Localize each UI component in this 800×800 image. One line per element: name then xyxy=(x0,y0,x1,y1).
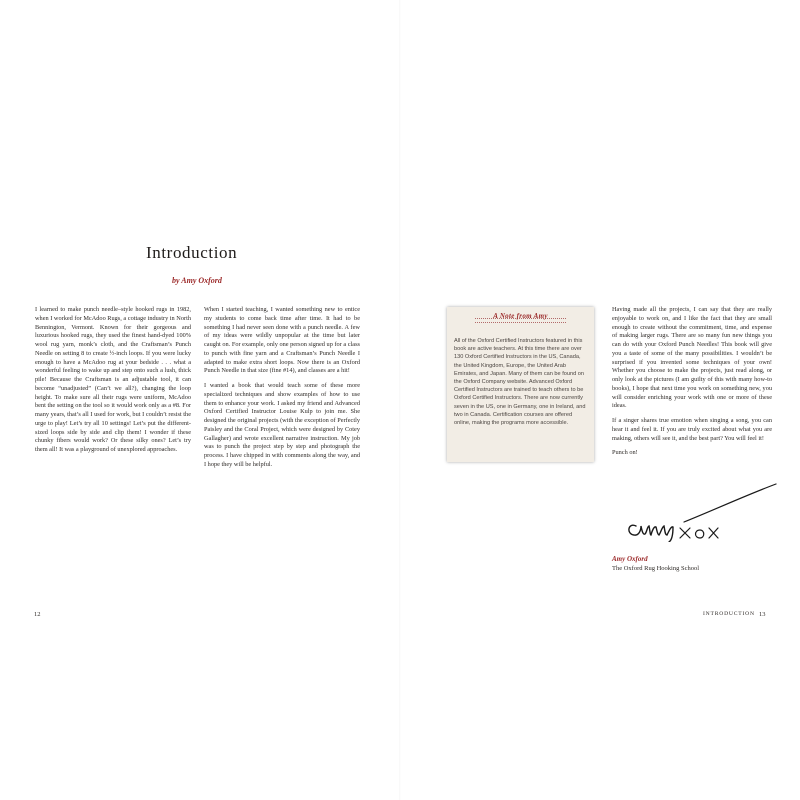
paragraph: Having made all the projects, I can say that they are really enjoyable to work on, and I like the fact that they are small enough to create without the commitment, time, and expense of making larger rugs. There are so many fun new things you can do with your Oxford Punch Needles! This book will give you a taste of some of the many possibilities. I wouldn’t be surprised if you invented some techniques of your own! Whether you choose to make the projects, just read along, or only look at the pictures (I am guilty of this with many how-to books), I hope that next time you work on something new, you will consider enriching your work with one or more of these ideas. xyxy=(612,306,772,410)
note-body: All of the Oxford Certified Instructors featured in this book are active teachers. At this time there are over 130 Oxford Certified Instructors in the US, Canada, the United Kingdom, Europe, the United Arab Emirates, and Japan. Many of them can be found on the Oxford Company website. Advanced Oxford Certified Instructors are trained to teach others to be Oxford Certified Instructors. There are now currently seven in the US, one in Germany, one in Ireland, and two in Canada. Certification courses are offered online, making the programs more accessible. xyxy=(454,338,586,427)
author-byline: by Amy Oxford xyxy=(172,276,222,285)
body-column-1 xyxy=(35,306,191,461)
signature-name: Amy Oxford xyxy=(612,555,648,563)
page-number-left: 12 xyxy=(34,611,41,618)
page-number-right: 13 xyxy=(759,611,766,618)
handwritten-signature xyxy=(614,482,780,542)
paragraph: When I started teaching, I wanted something new to entice my students to come back time after time. It had to be something I had never seen done with a punch needle. A few of my ideas were wildly unpopular at the time but later caught on. For example, only one person signed up for a class to punch with fine yarn and a Craftsman’s Punch Needle I adapted to make extra short loops. Now there is an Oxford Punch Needle in that size (fine #14), and classes are a hit! xyxy=(204,306,360,375)
paragraph: I wanted a book that would teach some of these more specialized techniques and show examples of how to use them to enhance your work. I asked my friend and Advanced Oxford Certified Instructor Louise Kulp to join me. She designed the original projects (with the exception of Perfectly Paisley and the Coral Project, which were designed by Cotey Gallagher) and wrote excellent narrative instruction. My job was to punch the project step by step and photograph the process. I have chipped in with comments along the way, and I hope they will be helpful. xyxy=(204,382,360,468)
paragraph: If a singer shares true emotion when singing a song, you can hear it and feel it. If you are truly excited about what you are making, others will see it, and the best part? You will feel it! xyxy=(612,417,772,442)
running-head: INTRODUCTION xyxy=(703,611,755,617)
body-column-3 xyxy=(612,306,772,464)
note-heading: A Note from Amy xyxy=(493,312,548,320)
body-column-2 xyxy=(204,306,360,476)
gutter-shadow xyxy=(399,0,401,800)
paragraph: I learned to make punch needle–style hooked rugs in 1982, when I worked for McAdoo Rugs, a cottage industry in North Bennington, Vermont. Known for their gorgeous and luxurious hooked rugs, they used the finest hand-dyed 100% wool rug yarn, monk’s cloth, and the Craftsman’s Punch Needle on setting 8 to create ½-inch loops. If you were lucky enough to have a McAdoo rug at your bedside . . . what a wonderful feeling to wake up and step onto such a lush, thick pile! Because the Craftsman is an adjustable tool, it can become “unadjusted” (Can’t we all?), changing the loop height. To make sure all their rugs were uniform, McAdoo bent the setting on the tool so it would work only as a #8. For many years, that’s all I used for work, but I couldn’t resist the urge to play! Let’s try all 10 settings! Let’s put the different-sized loops side by side and clip them! I wonder if these chunky fibers would work? Or these silky ones? Let’s try them all! It was a playground of unexplored approaches. xyxy=(35,306,191,453)
page-title: Introduction xyxy=(146,243,238,262)
paragraph: Punch on! xyxy=(612,449,638,457)
note-rule-bottom xyxy=(475,322,566,323)
signature-organization: The Oxford Rug Hooking School xyxy=(612,565,700,572)
note-sidebar xyxy=(447,307,594,462)
